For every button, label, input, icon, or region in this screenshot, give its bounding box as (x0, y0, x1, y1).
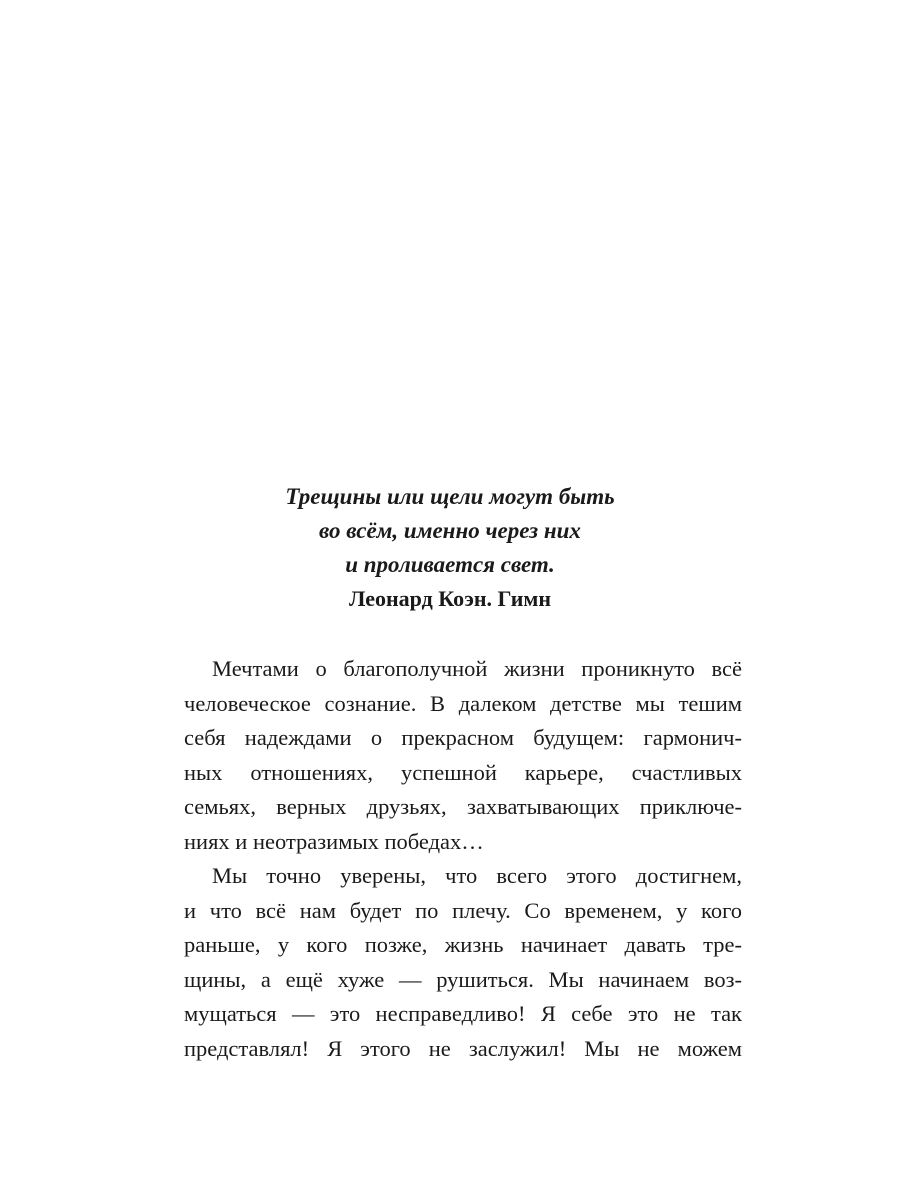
text-line: представлял! Я этого не заслужил! Мы не можем (184, 1035, 742, 1061)
text-line: раньше, у кого позже, жизнь начинает давать тре- (184, 932, 742, 957)
text-line: ных отношениях, успешной карьере, счастливых (184, 759, 742, 785)
paragraph (184, 652, 742, 859)
text-line: ниях и неотразимых победах… (184, 828, 484, 854)
epigraph-author: Леонард Коэн. Гимн (348, 586, 552, 611)
text-line: человеческое сознание. В далеком детстве мы тешим (184, 690, 742, 716)
text-line: себя надеждами о прекрасном будущем: гармонич- (184, 725, 742, 750)
text-line: Мечтами о благополучной жизни проникнуто всё (212, 656, 742, 681)
text-line: Мы точно уверены, что всего этого достигнем, (212, 863, 742, 888)
epigraph-line: Трещины или щели могут быть (285, 484, 615, 509)
text-line: щины, а ещё хуже — рушиться. Мы начинаем воз- (184, 966, 742, 992)
text-line: семьях, верных друзьях, захватывающих приключе- (184, 794, 742, 819)
epigraph (160, 480, 740, 616)
text-line: мущаться — это несправедливо! Я себе это не так (184, 1001, 742, 1026)
epigraph-line: во всём, именно через них (319, 518, 581, 543)
text-line: и что всё нам будет по плечу. Со временем, у кого (184, 897, 742, 923)
body-text (184, 652, 742, 1066)
epigraph-line: и проливается свет. (345, 552, 555, 577)
paragraph (184, 859, 742, 1066)
